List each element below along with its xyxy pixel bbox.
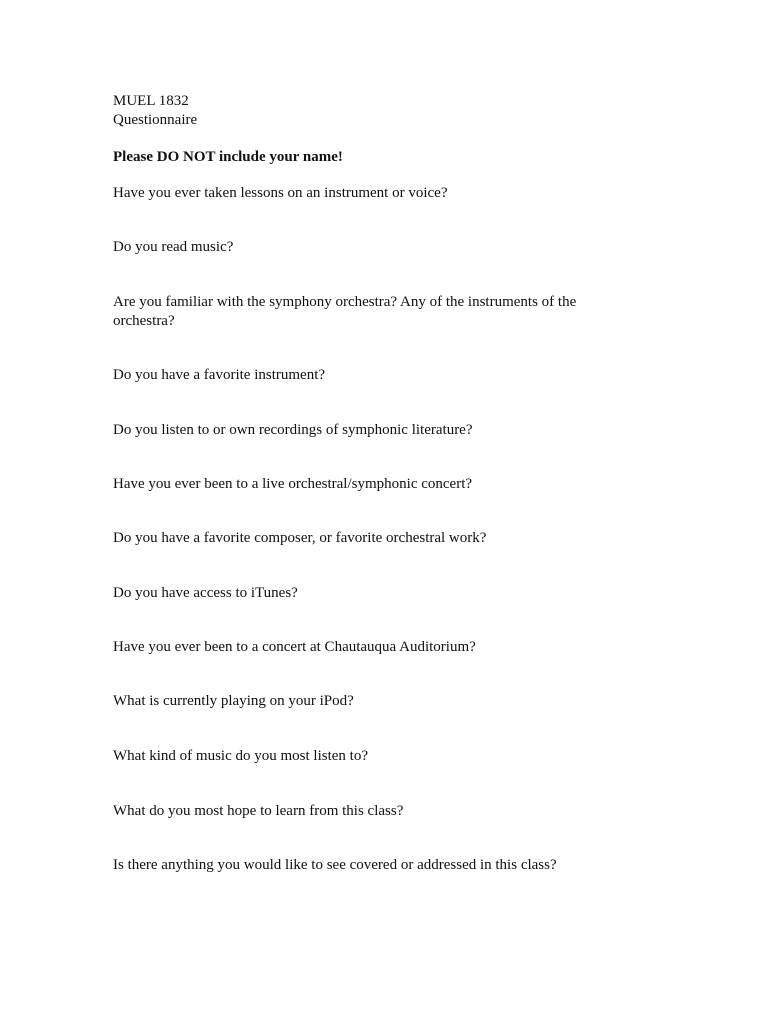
- question-8: Do you have access to iTunes?: [113, 585, 298, 601]
- question-1: Have you ever taken lessons on an instrument or voice?: [113, 185, 448, 201]
- question-5: Do you listen to or own recordings of symphonic literature?: [113, 422, 473, 438]
- name-notice: Please DO NOT include your name!: [113, 149, 343, 165]
- question-12: What do you most hope to learn from this class?: [113, 803, 404, 819]
- question-3: Are you familiar with the symphony orchestra? Any of the instruments of the orchestra?: [113, 294, 577, 329]
- question-7: Do you have a favorite composer, or favorite orchestral work?: [113, 530, 487, 546]
- question-11: What kind of music do you most listen to?: [113, 748, 368, 764]
- question-9: Have you ever been to a concert at Chautauqua Auditorium?: [113, 639, 476, 655]
- document-header: [113, 92, 673, 130]
- question-13: Is there anything you would like to see covered or addressed in this class?: [113, 857, 557, 873]
- question-10: What is currently playing on your iPod?: [113, 693, 354, 709]
- question-6: Have you ever been to a live orchestral/symphonic concert?: [113, 476, 473, 492]
- question-2: Do you read music?: [113, 239, 234, 255]
- document-type: Questionnaire: [113, 112, 198, 128]
- course-code: MUEL 1832: [113, 93, 189, 109]
- question-4: Do you have a favorite instrument?: [113, 367, 326, 383]
